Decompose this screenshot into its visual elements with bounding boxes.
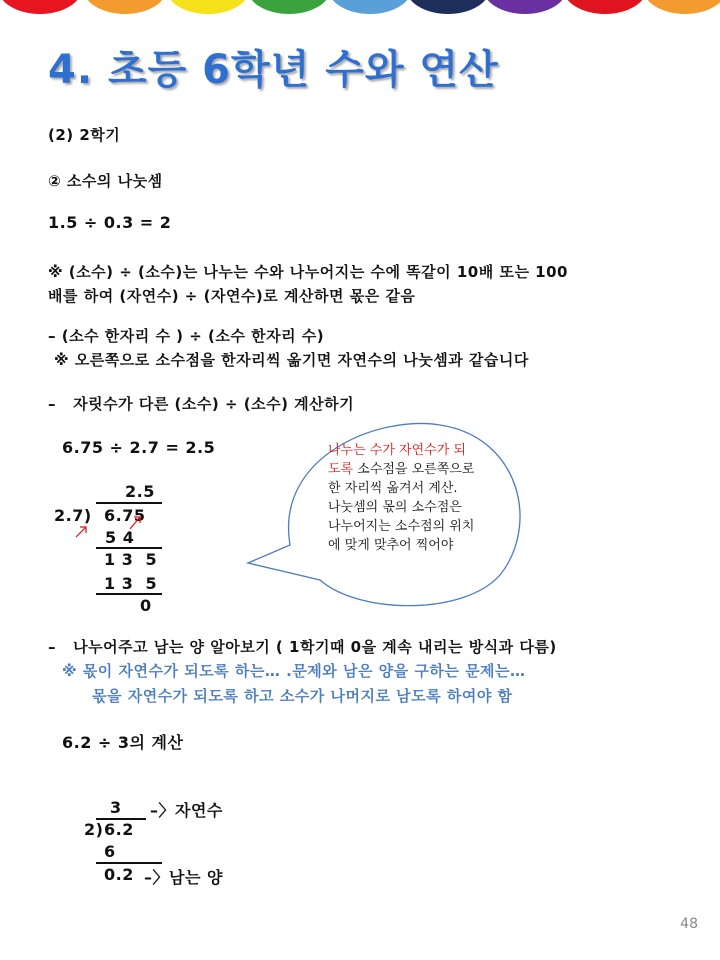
circle-navy xyxy=(406,0,490,14)
page-title: 4. 초등 6학년 수와 연산 xyxy=(48,47,499,93)
ld1-step-2: 1 3 5 xyxy=(104,550,158,569)
circle-purple xyxy=(483,0,567,14)
ld2-line-1 xyxy=(96,862,162,864)
ld2-divisor: 2) xyxy=(84,820,104,839)
circle-green xyxy=(247,0,331,14)
circle-red-2 xyxy=(563,0,647,14)
topic-heading: ② 소수의 나눗셈 xyxy=(48,172,163,190)
top-decorative-circles xyxy=(0,0,720,20)
speech-bubble-text xyxy=(328,441,476,555)
ld2-remainder: 0.2 xyxy=(104,865,134,884)
bubble-text-1: 소수점을 오른쪽으로 한 자리씩 옮겨서 계산. xyxy=(328,462,475,496)
ld2-quotient-label: –〉자연수 xyxy=(150,801,223,820)
ld1-remainder: 0 xyxy=(140,596,152,615)
ld2-step-1: 6 xyxy=(104,842,116,861)
semester-label: (2) 2학기 xyxy=(48,126,121,144)
bubble-red-text: 나누는 수가 자연수가 되도록 xyxy=(328,443,466,477)
circle-orange xyxy=(83,0,167,14)
circle-lightblue xyxy=(328,0,412,14)
case-3-heading: – 나누어주고 남는 양 알아보기 ( 1학기때 0을 계속 내리는 방식과 다름) xyxy=(48,638,557,656)
example-3: 6.2 ÷ 3의 계산 xyxy=(62,733,184,752)
ld1-divisor: 2.7) xyxy=(54,506,92,525)
circle-yellow xyxy=(166,0,250,14)
ld1-bracket-top xyxy=(96,502,162,504)
note-1-line-2: 배를 하여 (자연수) ÷ (자연수)로 계산하면 몫은 같음 xyxy=(48,287,416,305)
note-1-line-1: ※ (소수) ÷ (소수)는 나누는 수와 나누어지는 수에 똑같이 10배 또는 100 xyxy=(48,263,568,281)
bubble-text-2: 나눗셈의 몫의 소수점은 나누어지는 소수점의 위치에 맞게 맞추어 찍어야 xyxy=(328,500,475,553)
case-3-note-1: ※ 몫이 자연수가 되도록 하는… .문제와 남은 양을 구하는 문제는… xyxy=(62,662,526,680)
case-1-heading: – (소수 한자리 수 ) ÷ (소수 한자리 수) xyxy=(48,327,325,345)
ld1-step-3: 1 3 5 xyxy=(104,574,158,593)
page-number: 48 xyxy=(680,916,698,932)
ld1-quotient: 2.5 xyxy=(125,482,155,501)
case-1-note: ※ 오른쪽으로 소수점을 한자리씩 옮기면 자연수의 나눗셈과 같습니다 xyxy=(54,351,529,369)
ld1-step-1: 5 4 xyxy=(105,528,135,547)
circle-orange-2 xyxy=(643,0,720,14)
arrow-line-1 xyxy=(76,527,86,537)
circle-red xyxy=(0,0,82,14)
ld1-line-2 xyxy=(96,593,162,595)
example-1: 1.5 ÷ 0.3 = 2 xyxy=(48,213,172,232)
ld2-remainder-label: –〉남는 양 xyxy=(144,868,223,887)
ld1-line-1 xyxy=(96,547,162,549)
ld2-dividend: 6.2 xyxy=(104,820,134,839)
ld1-dividend: 6.75 xyxy=(104,506,146,525)
case-2-heading: – 자릿수가 다른 (소수) ÷ (소수) 계산하기 xyxy=(48,395,355,413)
example-2: 6.75 ÷ 2.7 = 2.5 xyxy=(62,438,216,457)
ld2-quotient: 3 xyxy=(110,798,122,817)
case-3-note-2: 몫을 자연수가 되도록 하고 소수가 나머지로 남도록 하여야 함 xyxy=(92,687,513,705)
